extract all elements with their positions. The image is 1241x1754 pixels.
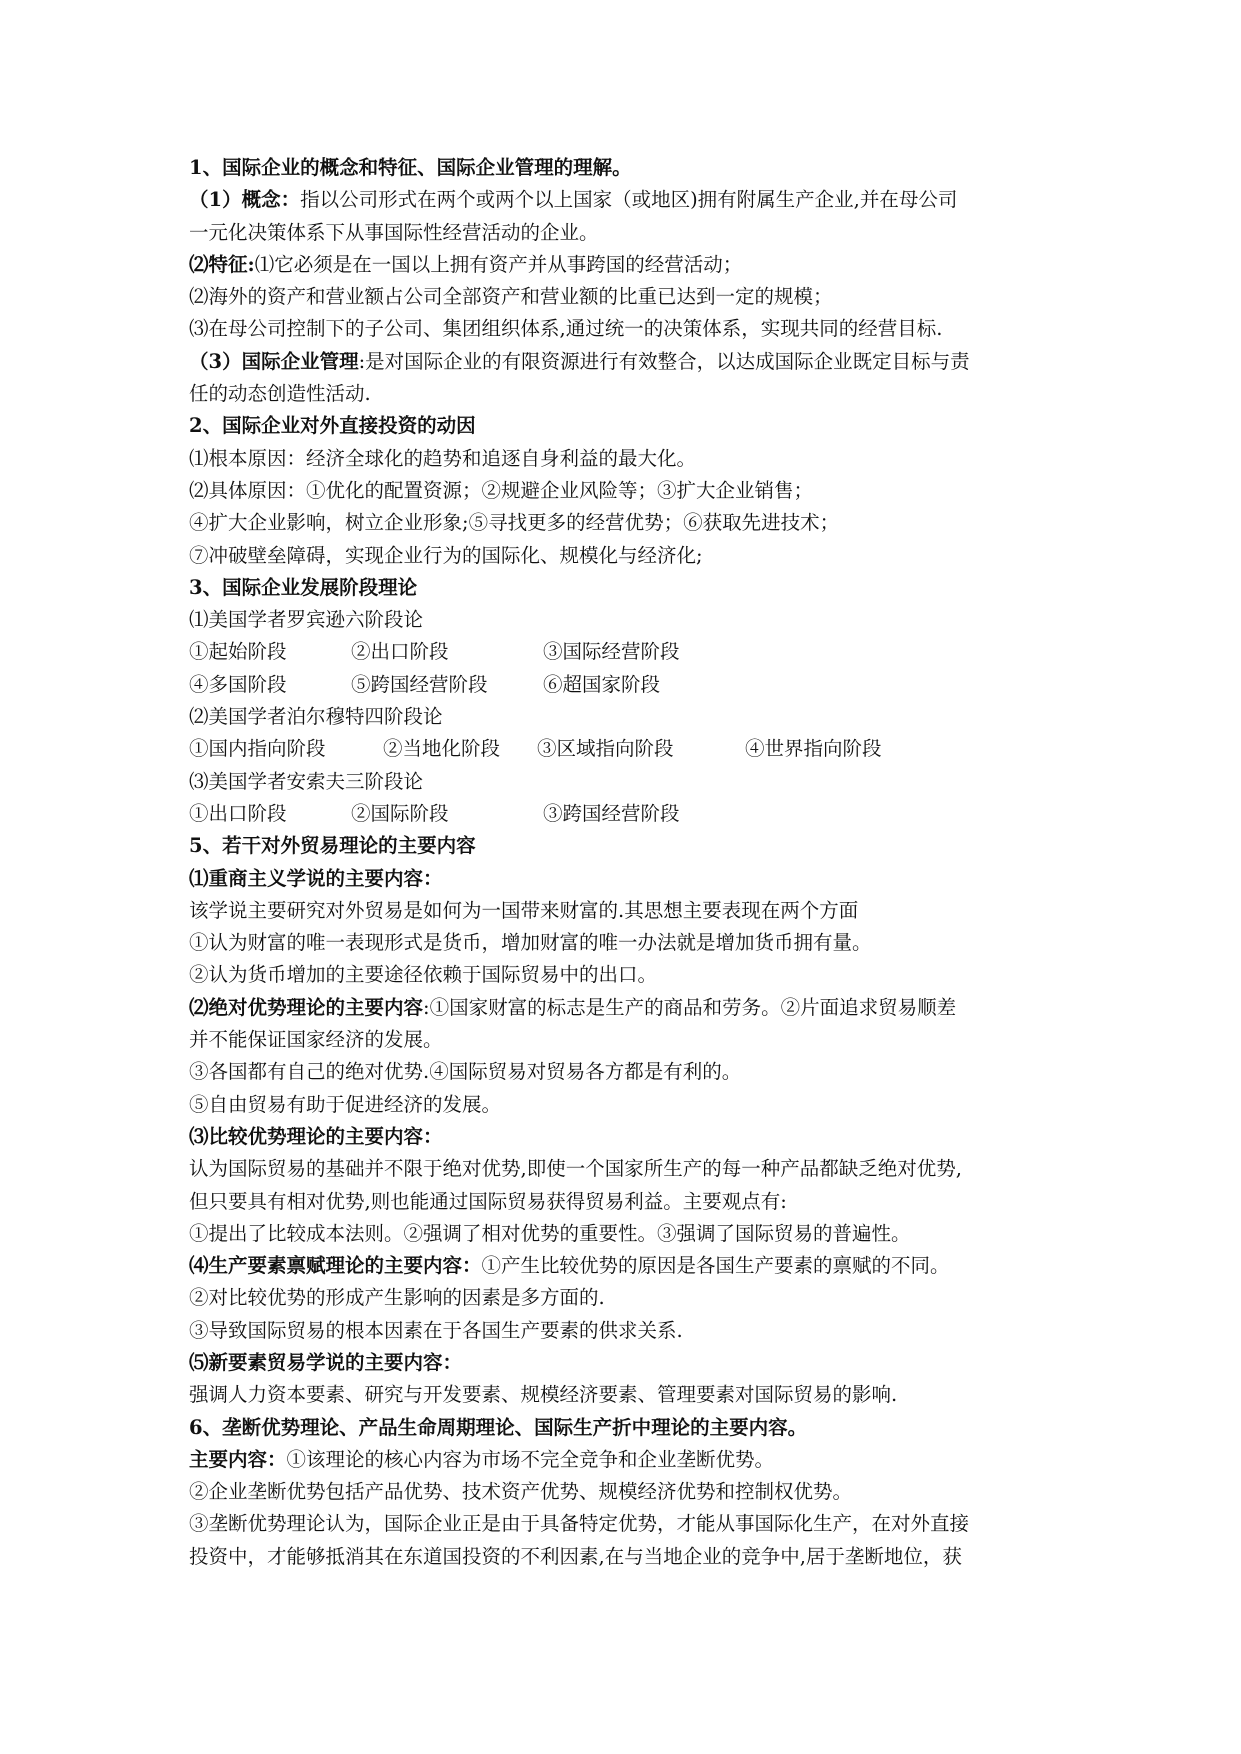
- absolute-advantage-text: :①国家财富的标志是生产的商品和劳务。②片面追求贸易顺差: [423, 995, 957, 1019]
- concept-continuation: 一元化决策体系下从事国际性经营活动的企业。: [189, 220, 599, 244]
- section-heading-1: 1、国际企业的概念和特征、国际企业管理的理解。: [189, 156, 632, 179]
- stage-item: ⑤跨国经营阶段: [351, 672, 488, 696]
- stage-item: ①国内指向阶段: [189, 737, 326, 761]
- main-content-text: ①该理论的核心内容为市场不完全竞争和企业垄断优势。: [286, 1447, 775, 1471]
- management-text: :是对国际企业的有限资源进行有效整合，以达成国际企业既定目标与责: [358, 349, 970, 373]
- document-page: [189, 152, 1069, 1573]
- comparative-advantage-label: ⑶比较优势理论的主要内容：: [189, 1124, 443, 1148]
- feature-label: ⑵特征:: [189, 252, 255, 276]
- concept-text: 指以公司形式在两个或两个以上国家（或地区)拥有附属生产企业,并在母公司: [300, 188, 958, 212]
- motive-line-4: ⑦冲破壁垒障碍，实现企业行为的国际化、规模化与经济化;: [189, 543, 703, 567]
- comparative-advantage-line-1: 认为国际贸易的基础并不限于绝对优势,即使一个国家所生产的每一种产品都缺乏绝对优势,: [189, 1157, 962, 1181]
- ansoff-stages-row: [189, 798, 1069, 830]
- stage-item: ⑥超国家阶段: [543, 672, 661, 696]
- mercantilism-line-1: 该学说主要研究对外贸易是如何为一国带来财富的.其思想主要表现在两个方面: [189, 898, 859, 922]
- stage-item: ④多国阶段: [189, 672, 287, 696]
- perlmutter-heading: ⑵美国学者泊尔穆特四阶段论: [189, 705, 443, 729]
- stage-item: ①出口阶段: [189, 801, 287, 825]
- stage-item: ③区域指向阶段: [537, 737, 674, 761]
- factor-endowment-line: [189, 1250, 1069, 1282]
- feature-item-3: ⑶在母公司控制下的子公司、集团组织体系,通过统一的决策体系，实现共同的经营目标.: [189, 317, 943, 341]
- robinson-stages-row-2: [189, 669, 1069, 701]
- motive-line-1: ⑴根本原因：经济全球化的趋势和追逐自身利益的最大化。: [189, 446, 697, 470]
- main-content-line: [189, 1444, 1069, 1476]
- factor-endowment-line-3: ③导致国际贸易的根本因素在于各国生产要素的供求关系.: [189, 1318, 683, 1342]
- robinson-heading: ⑴美国学者罗宾逊六阶段论: [189, 608, 424, 632]
- feature-line: [189, 249, 1069, 281]
- new-factor-line-1: 强调人力资本要素、研究与开发要素、规模经济要素、管理要素对国际贸易的影响.: [189, 1383, 898, 1407]
- main-content-label: 主要内容：: [189, 1447, 287, 1471]
- monopoly-line-2: ②企业垄断优势包括产品优势、技术资产优势、规模经济优势和控制权优势。: [189, 1480, 853, 1504]
- feature-text: ⑴它必须是在一国以上拥有资产并从事跨国的经营活动；: [254, 252, 743, 276]
- motive-line-3: ④扩大企业影响，树立企业形象;⑤寻找更多的经营优势；⑥获取先进技术；: [189, 511, 840, 535]
- concept-label: （1）概念：: [189, 188, 301, 212]
- absolute-advantage-line-2: 并不能保证国家经济的发展。: [189, 1028, 443, 1052]
- feature-item-2: ⑵海外的资产和营业额占公司全部资产和营业额的比重已达到一定的规模；: [189, 285, 833, 309]
- section-heading-2: 2、国际企业对外直接投资的动因: [189, 414, 476, 438]
- stage-item: ③国际经营阶段: [543, 640, 680, 664]
- monopoly-line-3: ③垄断优势理论认为，国际企业正是由于具备特定优势，才能从事国际化生产，在对外直接: [189, 1512, 970, 1536]
- stage-item: ③跨国经营阶段: [543, 801, 680, 825]
- mercantilism-line-2: ①认为财富的唯一表现形式是货币，增加财富的唯一办法就是增加货币拥有量。: [189, 931, 872, 955]
- management-label: （3）国际企业管理: [189, 349, 359, 373]
- management-continuation: 任的动态创造性活动.: [189, 382, 371, 406]
- section-heading-6: 6、垄断优势理论、产品生命周期理论、国际生产折中理论的主要内容。: [189, 1415, 808, 1439]
- comparative-advantage-line-3: ①提出了比较成本法则。②强调了相对优势的重要性。③强调了国际贸易的普遍性。: [189, 1221, 911, 1245]
- stage-item: ④世界指向阶段: [745, 737, 882, 761]
- mercantilism-label: ⑴重商主义学说的主要内容：: [189, 866, 443, 890]
- monopoly-line-4: 投资中，才能够抵消其在东道国投资的不利因素,在与当地企业的竞争中,居于垄断地位，获: [189, 1544, 962, 1568]
- ansoff-heading: ⑶美国学者安索夫三阶段论: [189, 769, 424, 793]
- comparative-advantage-line-2: 但只要具有相对优势,则也能通过国际贸易获得贸易利益。主要观点有:: [189, 1189, 787, 1213]
- new-factor-label: ⑸新要素贸易学说的主要内容：: [189, 1350, 463, 1374]
- section-heading-5: 5、若干对外贸易理论的主要内容: [189, 834, 476, 858]
- stage-item: ②国际阶段: [351, 801, 449, 825]
- stage-item: ②出口阶段: [351, 640, 449, 664]
- stage-item: ①起始阶段: [189, 640, 287, 664]
- management-line: [189, 346, 1069, 378]
- motive-line-2: ⑵具体原因：①优化的配置资源；②规避企业风险等；③扩大企业销售；: [189, 478, 814, 502]
- absolute-advantage-line: [189, 992, 1069, 1024]
- concept-line: [189, 184, 1069, 216]
- factor-endowment-text: ①产生比较优势的原因是各国生产要素的禀赋的不同。: [481, 1254, 950, 1278]
- robinson-stages-row-1: [189, 636, 1069, 668]
- absolute-advantage-line-3: ③各国都有自己的绝对优势.④国际贸易对贸易各方都是有利的。: [189, 1060, 742, 1084]
- factor-endowment-line-2: ②对比较优势的形成产生影响的因素是多方面的.: [189, 1286, 605, 1310]
- absolute-advantage-line-4: ⑤自由贸易有助于促进经济的发展。: [189, 1092, 502, 1116]
- mercantilism-line-3: ②认为货币增加的主要途径依赖于国际贸易中的出口。: [189, 963, 658, 987]
- factor-endowment-label: ⑷生产要素禀赋理论的主要内容：: [189, 1254, 482, 1278]
- absolute-advantage-label: ⑵绝对优势理论的主要内容: [189, 995, 424, 1019]
- stage-item: ②当地化阶段: [383, 737, 501, 761]
- perlmutter-stages-row: [189, 733, 1069, 765]
- section-heading-3: 3、国际企业发展阶段理论: [189, 575, 418, 599]
